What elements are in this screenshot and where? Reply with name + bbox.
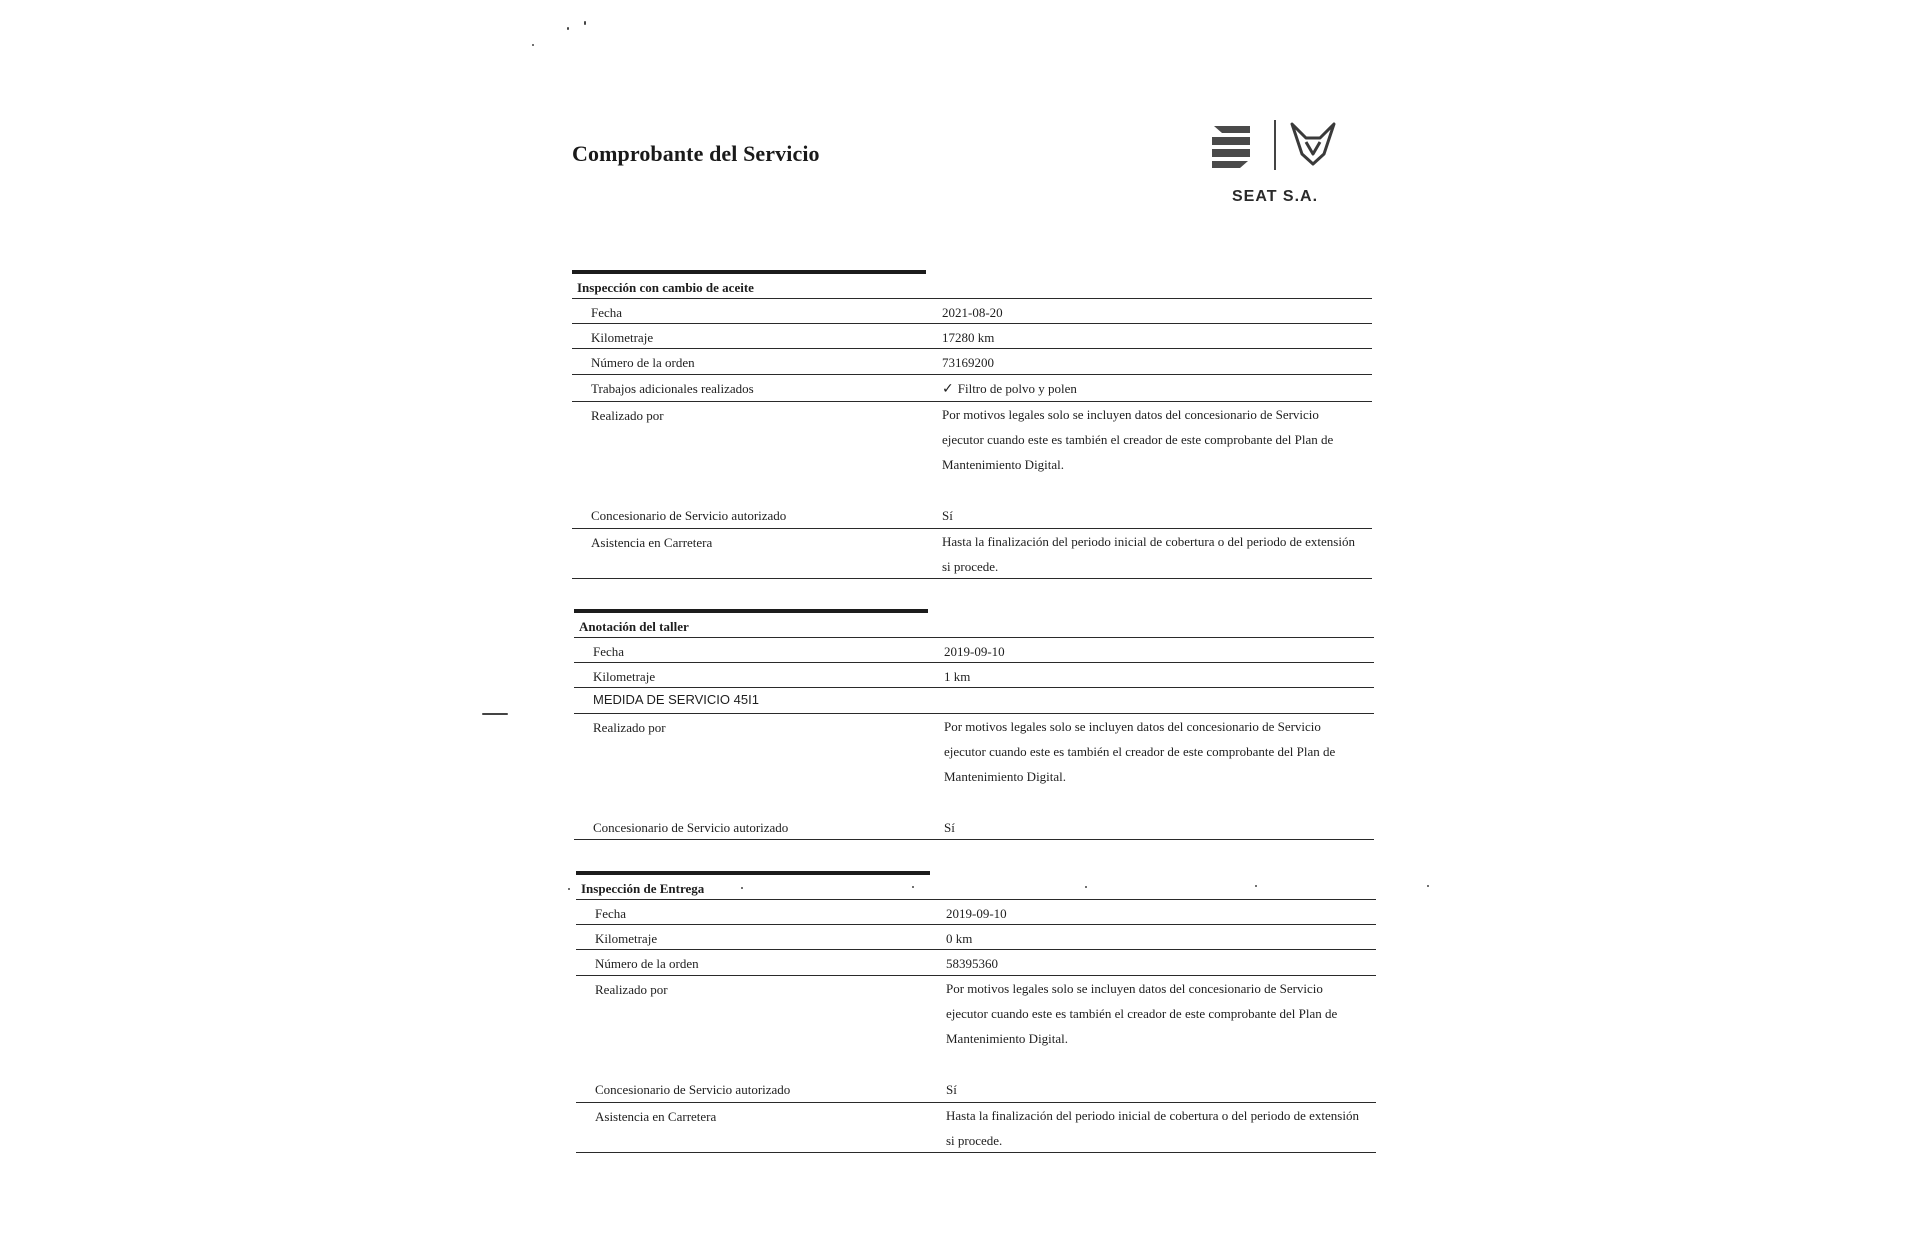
- row-value: 1 km: [944, 669, 971, 684]
- row-value: Sí: [944, 820, 955, 835]
- section-heading: Inspección con cambio de aceite: [577, 280, 754, 295]
- row-value: 2021-08-20: [942, 305, 1003, 320]
- row-label: Kilometraje: [593, 669, 656, 684]
- scan-speck: [482, 713, 508, 715]
- row-fecha: [576, 900, 1376, 925]
- row-label: Fecha: [595, 906, 627, 921]
- row-value: [944, 714, 1374, 789]
- row-kilometraje: [572, 324, 1372, 349]
- row-value-line: Por motivos legales solo se incluyen datos del concesionario de Servicio: [942, 407, 1319, 422]
- scan-speck: [568, 888, 570, 890]
- scan-speck: [912, 886, 914, 888]
- row-concesionario: [576, 1076, 1376, 1103]
- row-label: Concesionario de Servicio autorizado: [591, 508, 787, 523]
- row-value: Sí: [942, 508, 953, 523]
- section-heading-row: [576, 875, 1376, 900]
- row-value-line: Hasta la finalización del periodo inicial de cobertura o del periodo de extensión: [942, 534, 1355, 549]
- row-value: 17280 km: [942, 330, 995, 345]
- row-fecha: [574, 638, 1374, 663]
- row-value: 2019-09-10: [944, 644, 1005, 659]
- scan-speck: [1427, 885, 1429, 887]
- row-value-line: ejecutor cuando este es también el creador de este comprobante del Plan de: [946, 1006, 1338, 1021]
- row-value-line: Mantenimiento Digital.: [942, 457, 1065, 472]
- checkmark-icon: ✓: [942, 381, 954, 397]
- row-label: Número de la orden: [595, 956, 699, 971]
- seat-cupra-logo-icon: [1210, 118, 1350, 178]
- row-value-line: Por motivos legales solo se incluyen datos del concesionario de Servicio: [946, 981, 1323, 996]
- row-value: 73169200: [942, 355, 994, 370]
- row-value: 0 km: [946, 931, 973, 946]
- row-numero-orden: [572, 349, 1372, 375]
- scan-speck: [567, 27, 569, 30]
- row-value-line: si procede.: [946, 1133, 1003, 1148]
- scan-speck: [584, 21, 586, 25]
- section-heading: Anotación del taller: [579, 619, 689, 634]
- row-trabajos-adicionales: [572, 375, 1372, 402]
- row-value-line: si procede.: [942, 559, 999, 574]
- row-label: Fecha: [593, 644, 625, 659]
- row-value: Sí: [946, 1082, 957, 1097]
- scan-speck: [532, 44, 534, 46]
- section-heading-row: [574, 613, 1374, 638]
- row-value: [942, 381, 1372, 397]
- row-value-text: Filtro de polvo y polen: [957, 381, 1077, 396]
- row-value: 58395360: [946, 956, 998, 971]
- row-label: Kilometraje: [595, 931, 658, 946]
- row-asistencia-carretera: [576, 1103, 1376, 1153]
- row-label: Fecha: [591, 305, 623, 320]
- row-realizado-por: [572, 402, 1372, 502]
- scan-speck: [1255, 885, 1257, 887]
- row-value: [946, 1103, 1376, 1153]
- row-kilometraje: [574, 663, 1374, 688]
- section-heading: Inspección de Entrega: [581, 881, 705, 896]
- row-value: 2019-09-10: [946, 906, 1007, 921]
- row-label: Realizado por: [595, 982, 668, 997]
- row-label: Número de la orden: [591, 355, 695, 370]
- row-value: [942, 529, 1372, 579]
- row-label: Concesionario de Servicio autorizado: [593, 820, 789, 835]
- row-concesionario: [574, 814, 1374, 840]
- row-numero-orden: [576, 950, 1376, 976]
- row-medida-servicio: [574, 688, 1374, 714]
- row-value-line: Por motivos legales solo se incluyen datos del concesionario de Servicio: [944, 719, 1321, 734]
- row-label: Realizado por: [593, 720, 666, 735]
- row-realizado-por: [576, 976, 1376, 1076]
- row-value-line: ejecutor cuando este es también el creador de este comprobante del Plan de: [944, 744, 1336, 759]
- section-heading-row: [572, 274, 1372, 299]
- row-label: Asistencia en Carretera: [591, 535, 713, 550]
- row-label: Trabajos adicionales realizados: [591, 381, 754, 396]
- row-value-line: ejecutor cuando este es también el creador de este comprobante del Plan de: [942, 432, 1334, 447]
- row-concesionario: [572, 502, 1372, 529]
- row-value-line: Mantenimiento Digital.: [944, 769, 1067, 784]
- row-label: Asistencia en Carretera: [595, 1109, 717, 1124]
- scan-speck: [741, 887, 743, 889]
- brand-name: SEAT S.A.: [1232, 188, 1319, 205]
- row-kilometraje: [576, 925, 1376, 950]
- row-fecha: [572, 299, 1372, 324]
- row-realizado-por: [574, 714, 1374, 814]
- row-value-line: Mantenimiento Digital.: [946, 1031, 1069, 1046]
- brand-block: [1210, 118, 1350, 213]
- row-label: Realizado por: [591, 408, 664, 423]
- row-label: Concesionario de Servicio autorizado: [595, 1082, 791, 1097]
- row-asistencia-carretera: [572, 529, 1372, 579]
- document-title: Comprobante del Servicio: [572, 141, 820, 166]
- row-value-line: Hasta la finalización del periodo inicial de cobertura o del periodo de extensión: [946, 1108, 1359, 1123]
- row-label: Kilometraje: [591, 330, 654, 345]
- row-label: MEDIDA DE SERVICIO 45I1: [593, 692, 759, 707]
- scan-speck: [1085, 886, 1087, 888]
- row-value: [946, 976, 1376, 1051]
- row-value: [942, 402, 1372, 477]
